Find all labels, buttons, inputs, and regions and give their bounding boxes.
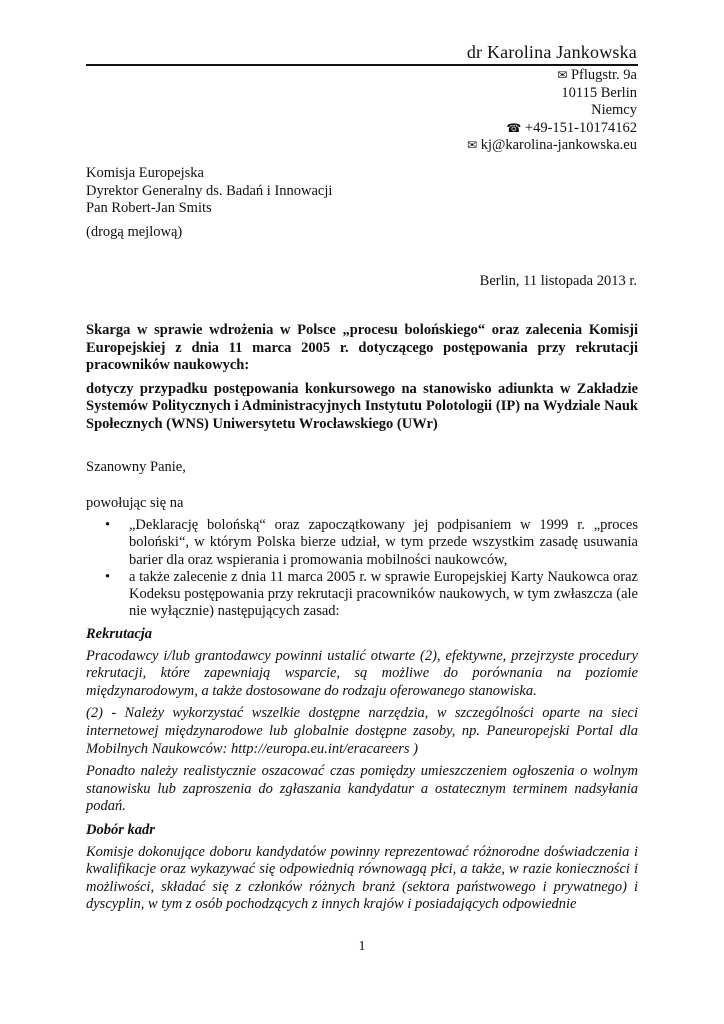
delivery-method: (drogą mejlową) <box>86 223 183 240</box>
recipient-line-2: Dyrektor Generalny ds. Badań i Innowacji <box>86 182 333 199</box>
envelope-icon: ✉ <box>557 68 568 82</box>
bullet-glyph: • <box>105 568 111 585</box>
recruitment-paragraph-1: Pracodawcy i/lub grantodawcy powinni ustalić otwarte (2), efektywne, przejrzyste procedury rekrutacji, które zapewniają wsparcie, są możliwe do porównania na poziomie międzynarodowym, a także dostosowane do rodzaju oferowanego stanowiska. <box>86 647 638 699</box>
header-rule <box>86 64 638 66</box>
section-heading-recruitment: Rekrutacja <box>86 626 153 642</box>
recipient-line-1: Komisja Europejska <box>86 165 204 181</box>
intro-line: powołując się na <box>86 495 184 511</box>
section-heading-selection: Dobór kadr <box>86 821 155 838</box>
recruitment-footnote: (2) - Należy wykorzystać wszelkie dostępne narzędzia, w szczególności oparte na sieci internetowej międzynarodowe lub globalnie dostępne zasoby, np. Paneuropejski Portal dla Mobilnych Naukowców: http://europa.eu.int/eracareers ) <box>86 705 638 757</box>
selection-paragraph-1: Komisje dokonujące doboru kandydatów powinny reprezentować różnorodne doświadczenia i kwalifikacje oraz wykazywać się odpowiednią równowagą płci, a także, w razie konieczności i możliwości, składać się z członków różnych branż (sektora państwowego i prywatnego) i dyscyplin, w tym z osób pochodzących z innych krajów i posiadających odpowiednie <box>86 843 638 913</box>
subject-paragraph-2: dotyczy przypadku postępowania konkursowego na stanowisko adiunkta w Zakładzie Systemów Politycznych i Administracyjnych Instytutu Polotologii (IP) na Wydziale Nauk Społecznych (WNS) Uniwersytetu Wrocławskiego (UWr) <box>86 380 638 432</box>
subject-block <box>86 322 638 433</box>
recommendation-quote <box>86 626 638 919</box>
email-icon: ✉ <box>467 138 478 153</box>
recipient-block <box>86 165 638 241</box>
sender-address <box>467 67 637 155</box>
recruitment-paragraph-2: Ponadto należy realistycznie oszacować czas pomiędzy umieszczeniem ogłoszenia o wolnym stanowisku lub zaproszenia do zgłaszania kandydatur a ostatecznym terminem nadsyłania podań. <box>86 763 638 815</box>
recipient-line-3: Pan Robert-Jan Smits <box>86 200 212 217</box>
list-item: • a także zalecenie z dnia 11 marca 2005 r. w sprawie Europejskiej Karty Naukowca oraz Kodeksu postępowania przy rekrutacji pracowników naukowych, w tym zwłaszcza (ale nie wyłącznie) następujących zasad: <box>105 568 638 620</box>
address-city: 10115 Berlin <box>561 84 637 101</box>
author-name: dr Karolina Jankowska <box>466 42 637 62</box>
phone-icon: ☎ <box>506 120 522 135</box>
address-country: Niemcy <box>591 102 637 119</box>
list-item: • „Deklarację bolońską“ oraz zapoczątkowany jej podpisaniem w 1999 r. „proces boloński“, w którym Polska bierze udział, w tym przede wszystkim zasadę usuwania barier dla oraz wspierania i promowania mobilności naukowców, <box>105 517 638 568</box>
phone-number: +49-151-10174162 <box>524 119 637 136</box>
bullet-glyph: • <box>105 517 111 533</box>
email-address: kj@karolina-jankowska.eu <box>480 137 637 154</box>
subject-paragraph-1: Skarga w sprawie wdrożenia w Polsce „procesu bolońskiego“ oraz zalecenia Komisji Europejskiej z dnia 11 marca 2005 r. dotyczącego postępowania przy rekrutacji pracowników naukowych: <box>86 322 638 373</box>
greeting: Szanowny Panie, <box>86 459 186 475</box>
address-street: Pflugstr. 9a <box>570 67 637 83</box>
letter-date: Berlin, 11 listopada 2013 r. <box>479 273 637 289</box>
page-number: 1 <box>358 939 366 954</box>
bullet-list <box>86 517 638 621</box>
